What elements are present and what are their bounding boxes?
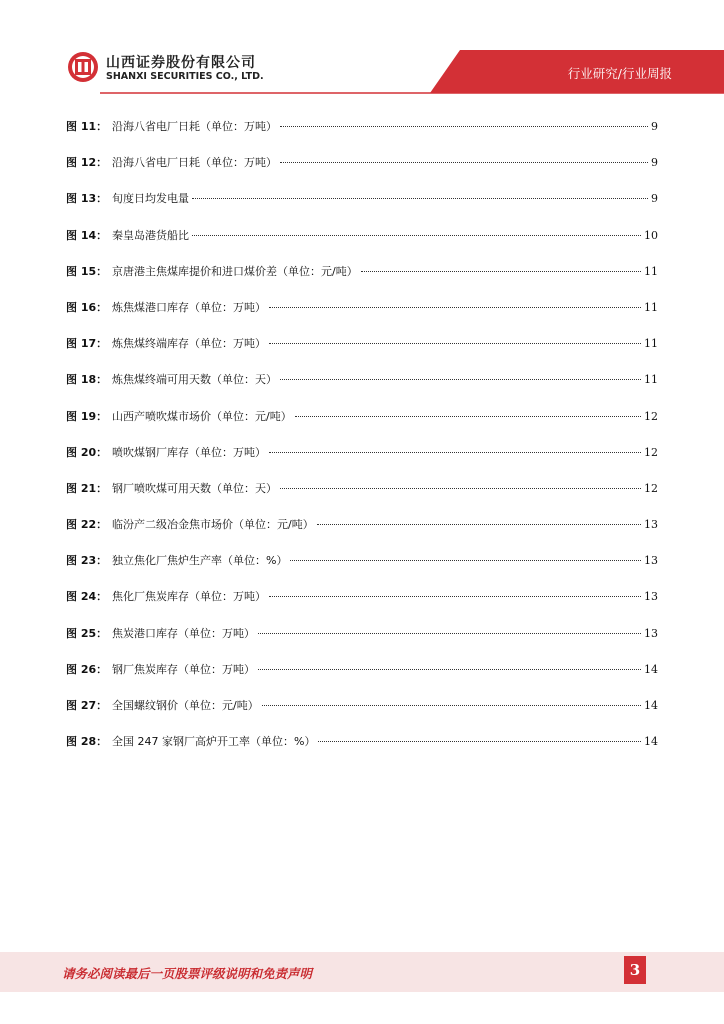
toc-entry[interactable] [66, 371, 658, 407]
toc-entry-page: 13 [644, 626, 658, 640]
toc-entry[interactable] [66, 697, 658, 733]
toc-entry[interactable] [66, 480, 658, 516]
toc-entry-page: 13 [644, 590, 658, 604]
toc-entry-page: 12 [644, 409, 658, 423]
toc-entry[interactable] [66, 516, 658, 552]
toc-dot-leader [269, 452, 641, 453]
toc-entry-label: 图 28： [66, 735, 108, 749]
toc-entry[interactable] [66, 227, 658, 263]
toc-entry-label: 图 22： [66, 518, 108, 532]
toc-entry-title: 沿海八省电厂日耗（单位：万吨） [112, 156, 277, 170]
disclaimer-notice: 请务必阅读最后一页股票评级说明和免责声明 [62, 966, 313, 981]
toc-entry-label: 图 18： [66, 373, 108, 387]
toc-entry-title: 钢厂喷吹煤可用天数（单位：天） [112, 481, 277, 495]
toc-entry-title: 独立焦化厂焦炉生产率（单位：%） [112, 554, 288, 568]
toc-entry-title: 炼焦煤终端库存（单位：万吨） [112, 337, 266, 351]
toc-dot-leader [269, 307, 641, 308]
toc-dot-leader [280, 379, 641, 380]
toc-dot-leader [280, 162, 648, 163]
toc-entry-title: 临汾产二级冶金焦市场价（单位：元/吨） [112, 518, 314, 532]
figure-list [66, 118, 658, 769]
toc-entry[interactable] [66, 444, 658, 480]
toc-entry-page: 9 [651, 192, 658, 206]
toc-entry[interactable] [66, 588, 658, 624]
page-header [0, 0, 724, 100]
toc-dot-leader [290, 560, 641, 561]
toc-entry-page: 12 [644, 481, 658, 495]
toc-entry[interactable] [66, 190, 658, 226]
toc-entry-label: 图 25： [66, 626, 108, 640]
toc-entry[interactable] [66, 733, 658, 769]
toc-entry-label: 图 26： [66, 662, 108, 676]
toc-entry-label: 图 20： [66, 445, 108, 459]
toc-entry[interactable] [66, 263, 658, 299]
toc-entry[interactable] [66, 661, 658, 697]
toc-entry-title: 焦炭港口库存（单位：万吨） [112, 626, 255, 640]
toc-entry-page: 11 [644, 337, 658, 351]
toc-entry-page: 12 [644, 445, 658, 459]
toc-entry-page: 13 [644, 554, 658, 568]
toc-dot-leader [318, 741, 641, 742]
header-red-band [0, 0, 724, 100]
toc-dot-leader [317, 524, 641, 525]
toc-entry[interactable] [66, 335, 658, 371]
toc-entry-title: 京唐港主焦煤库提价和进口煤价差（单位：元/吨） [112, 264, 358, 278]
toc-dot-leader [295, 416, 641, 417]
toc-dot-leader [361, 271, 641, 272]
toc-entry-label: 图 13： [66, 192, 108, 206]
toc-entry-label: 图 21： [66, 481, 108, 495]
toc-entry-label: 图 24： [66, 590, 108, 604]
toc-entry-title: 炼焦煤终端可用天数（单位：天） [112, 373, 277, 387]
toc-entry-label: 图 15： [66, 264, 108, 278]
toc-entry[interactable] [66, 408, 658, 444]
toc-entry-label: 图 17： [66, 337, 108, 351]
toc-entry-title: 全国 247 家钢厂高炉开工率（单位：%） [112, 735, 316, 749]
toc-entry-page: 10 [644, 228, 658, 242]
page-number: 3 [624, 956, 646, 984]
toc-entry-page: 13 [644, 518, 658, 532]
toc-entry-title: 旬度日均发电量 [112, 192, 189, 206]
report-category-tag: 行业研究/行业周报 [567, 66, 672, 81]
toc-entry-label: 图 23： [66, 554, 108, 568]
toc-entry-title: 山西产喷吹煤市场价（单位：元/吨） [112, 409, 292, 423]
toc-entry[interactable] [66, 299, 658, 335]
toc-entry-title: 全国螺纹钢价（单位：元/吨） [112, 699, 259, 712]
toc-entry-page: 14 [644, 735, 658, 749]
toc-entry-page: 14 [644, 699, 658, 712]
toc-entry-title: 喷吹煤钢厂库存（单位：万吨） [112, 445, 266, 459]
toc-entry-page: 14 [644, 662, 658, 676]
toc-dot-leader [258, 669, 641, 670]
toc-dot-leader [280, 488, 641, 489]
toc-entry-page: 9 [651, 156, 658, 170]
toc-dot-leader [280, 126, 648, 127]
toc-dot-leader [269, 343, 641, 344]
toc-entry-title: 炼焦煤港口库存（单位：万吨） [112, 300, 266, 314]
toc-entry-page: 9 [651, 120, 658, 133]
toc-entry[interactable] [66, 552, 658, 588]
toc-dot-leader [269, 596, 641, 597]
toc-entry-title: 焦化厂焦炭库存（单位：万吨） [112, 590, 266, 604]
toc-entry[interactable] [66, 154, 658, 190]
toc-dot-leader [262, 705, 641, 706]
toc-entry-title: 秦皇岛港货船比 [112, 228, 189, 242]
shanxi-securities-logo-icon [66, 50, 100, 84]
toc-dot-leader [258, 633, 641, 634]
toc-entry-label: 图 16： [66, 300, 108, 314]
toc-entry-label: 图 12： [66, 156, 108, 170]
toc-entry-page: 11 [644, 264, 658, 278]
toc-entry-page: 11 [644, 300, 658, 314]
toc-dot-leader [192, 198, 648, 199]
company-name-cn: 山西证券股份有限公司 [106, 55, 256, 71]
toc-entry-page: 11 [644, 373, 658, 387]
toc-entry-label: 图 14： [66, 228, 108, 242]
toc-dot-leader [192, 235, 641, 236]
toc-entry-label: 图 27： [66, 699, 108, 712]
company-name-en: SHANXI SECURITIES CO., LTD. [106, 71, 264, 82]
toc-entry[interactable] [66, 118, 658, 154]
toc-entry-title: 钢厂焦炭库存（单位：万吨） [112, 662, 255, 676]
toc-entry-label: 图 11： [66, 120, 108, 133]
toc-entry-title: 沿海八省电厂日耗（单位：万吨） [112, 120, 277, 133]
toc-entry[interactable] [66, 625, 658, 661]
page-footer [0, 952, 724, 992]
toc-entry-label: 图 19： [66, 409, 108, 423]
